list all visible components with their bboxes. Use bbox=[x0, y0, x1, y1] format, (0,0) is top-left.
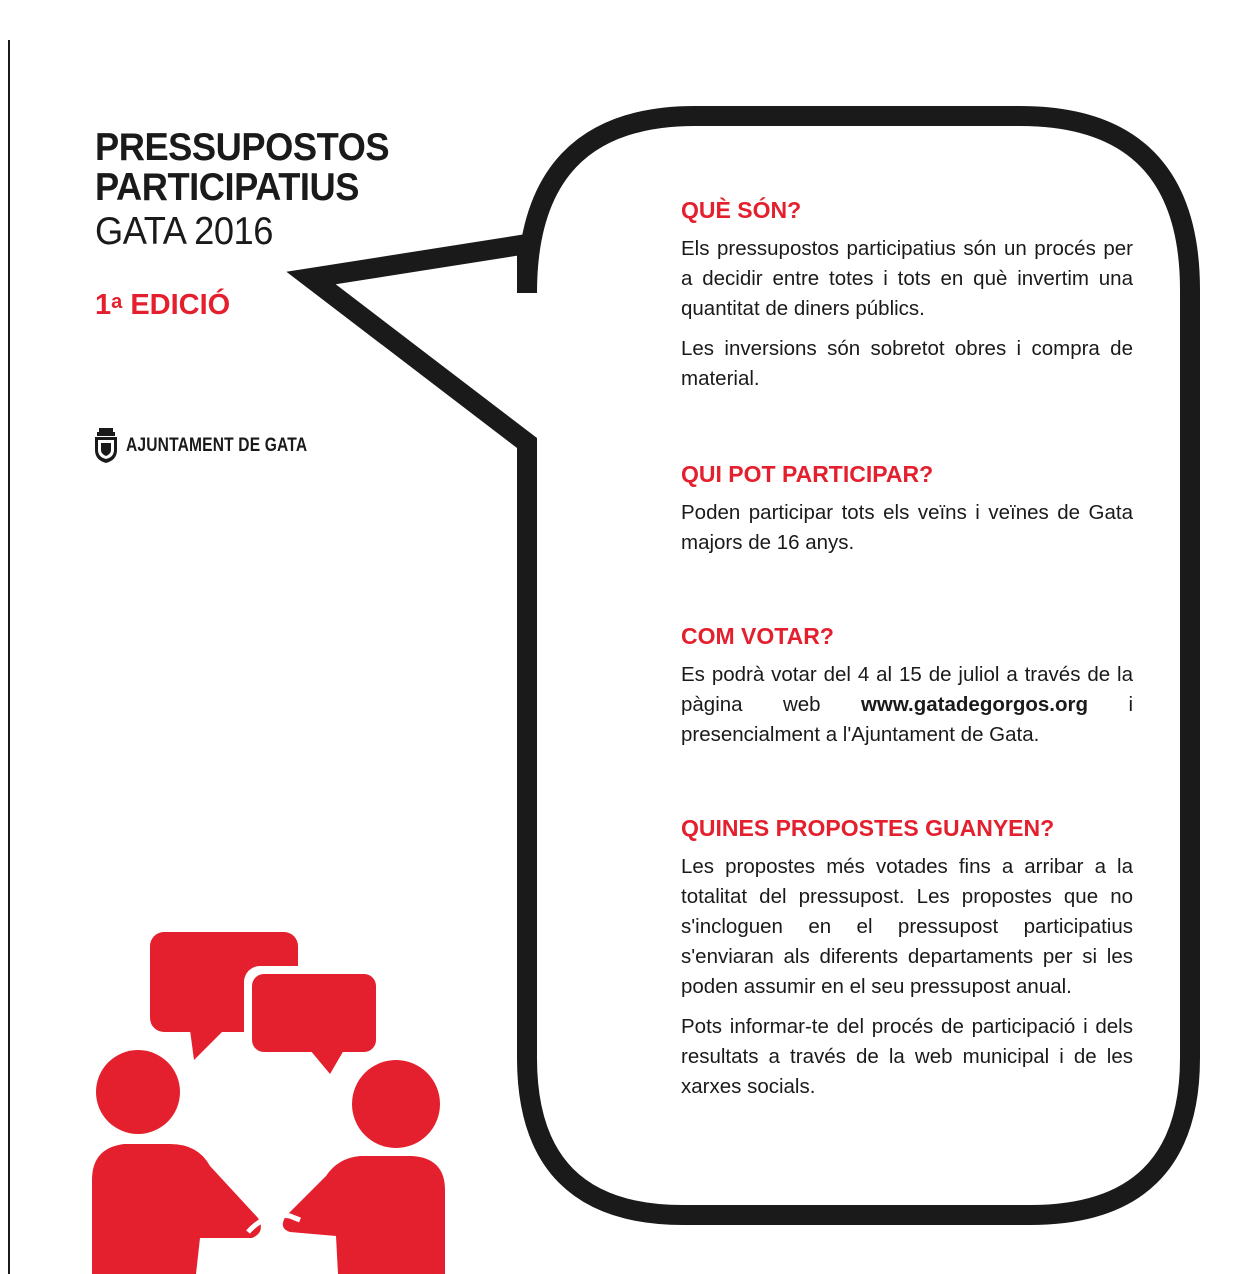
section-heading: QUI POT PARTICIPAR? bbox=[681, 461, 934, 487]
section-heading: QUÈ SÓN? bbox=[681, 197, 802, 223]
section-what-are-they bbox=[681, 196, 1133, 404]
title-line-1: PRESSUPOSTOS bbox=[95, 126, 390, 169]
section-heading: COM VOTAR? bbox=[681, 623, 834, 649]
section-paragraph: Poden participar tots els veïns i veïnes de Gata majors de 16 anys. bbox=[681, 501, 1133, 554]
section-how-to-vote bbox=[681, 622, 1133, 760]
vote-text-after: i presencialment a l'Ajuntament de Gata. bbox=[681, 693, 1133, 746]
vote-text-before: Es podrà votar del 4 al 15 de juliol a través de la pàgina web bbox=[681, 663, 1133, 716]
section-heading: QUINES PROPOSTES GUANYEN? bbox=[681, 815, 1055, 841]
speech-bubble-front-icon bbox=[244, 966, 384, 1074]
section-who-can-participate bbox=[681, 460, 1133, 568]
website-link[interactable]: www.gatadegorgos.org bbox=[860, 693, 1089, 716]
person-left-icon bbox=[92, 1050, 261, 1274]
title-year: GATA 2016 bbox=[95, 210, 273, 253]
section-paragraph: Les inversions són sobretot obres i compra de material. bbox=[681, 337, 1133, 390]
section-paragraph: Les propostes més votades fins a arribar a la totalitat del pressupost. Les propostes que no s'incloguen en el pressupost participatius s'enviaran als diferents departaments per si les poden assumir en el seu pressupost anual. bbox=[681, 855, 1133, 998]
section-paragraph: Els pressupostos participatius són un procés per a decidir entre totes i tots en què invertim una quantitat de diners públics. bbox=[681, 237, 1133, 320]
title-line-2: PARTICIPATIUS bbox=[95, 166, 359, 209]
edition-text: EDICIÓ bbox=[130, 289, 231, 321]
section-paragraph: Pots informar-te del procés de participació i dels resultats a través de la web municipal i de les xarxes socials. bbox=[681, 1015, 1133, 1098]
logo-text: AJUNTAMENT DE GATA bbox=[126, 435, 308, 456]
edition-ordinal: a bbox=[111, 291, 123, 313]
section-winning-proposals bbox=[681, 814, 1133, 1112]
edition-number: 1 bbox=[95, 289, 112, 321]
person-right-icon bbox=[283, 1060, 445, 1274]
section-paragraph bbox=[681, 660, 1133, 750]
